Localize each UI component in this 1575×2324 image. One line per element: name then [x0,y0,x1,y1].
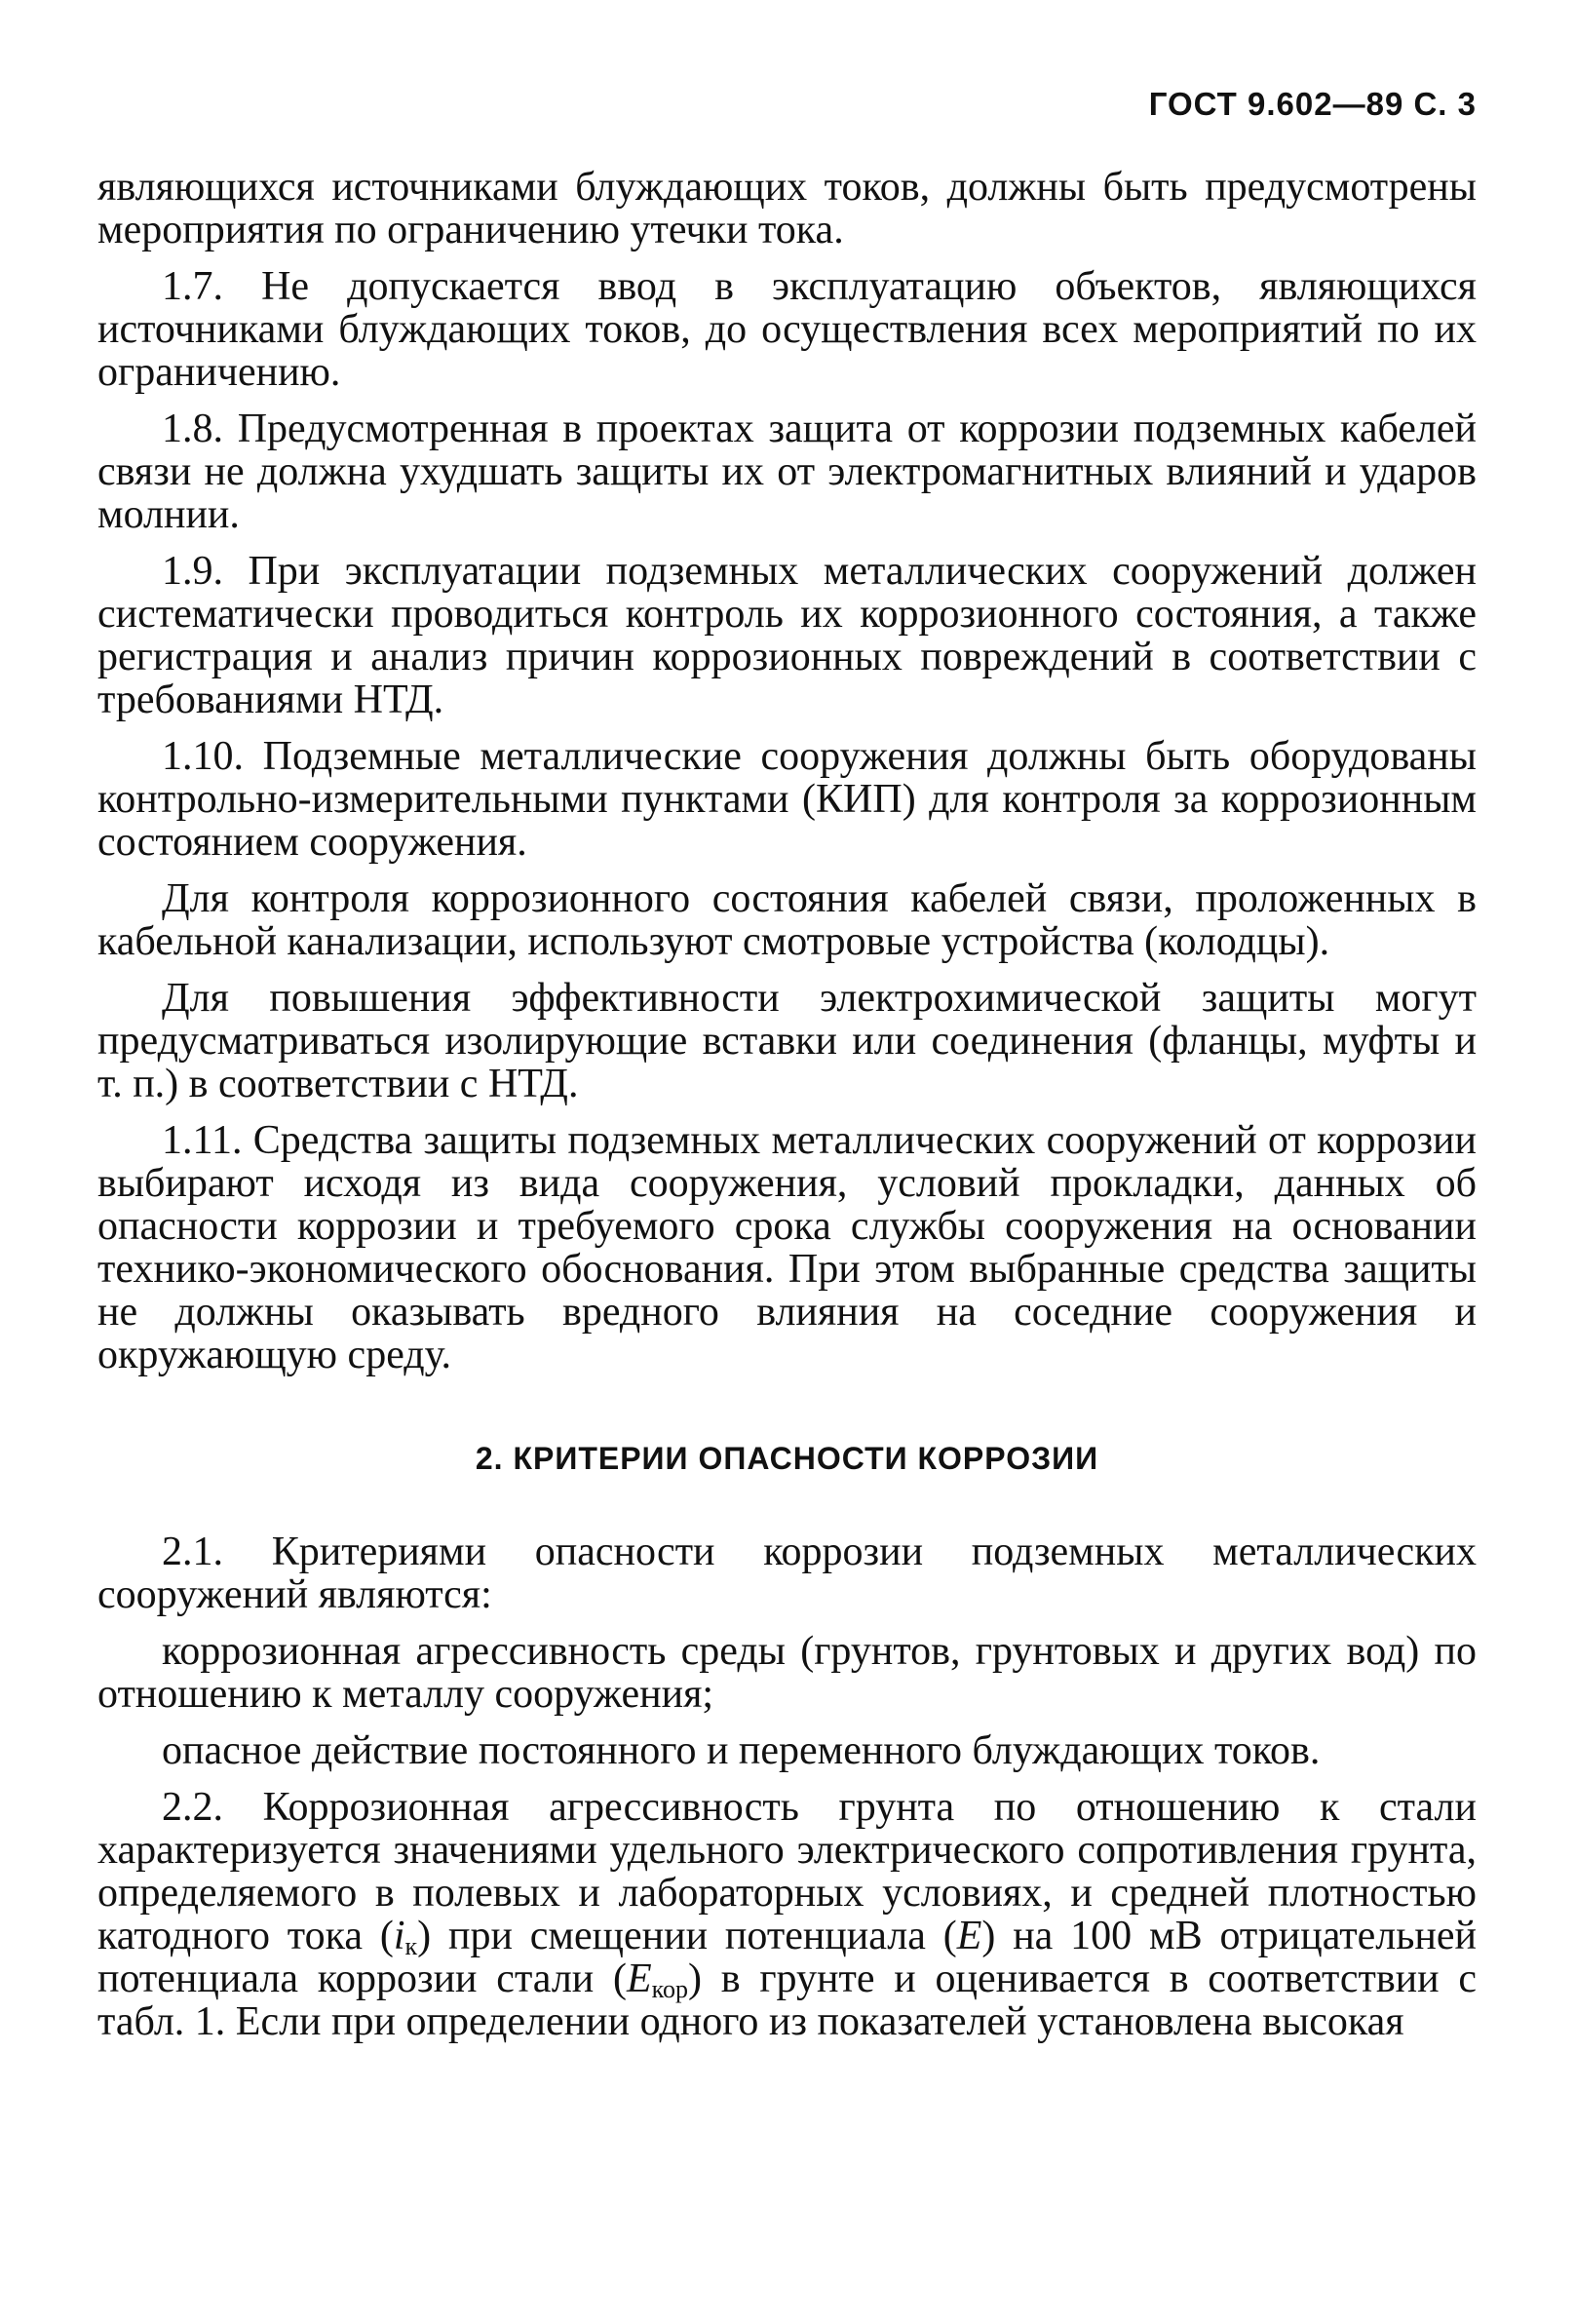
ekor-symbol: E [627,1956,652,2001]
paragraph-criterion-toki: опасное действие постоянного и переменного блуждающих токов. [162,1728,1321,1773]
p22-part3: ) на 100 мВ отрицательней потенциала коррозии стали ( [97,1914,1477,2001]
paragraph-1-9: 1.9. При эксплуатации подземных металлических сооружений должен систематически проводиться контроль их коррозионного состояния, а также регистрация и анализ причин коррозионных повреждений в соответствии с требованиями НТД. [97,549,1477,722]
e-symbol: E [956,1914,982,1958]
paragraph-izoliruyushchie: Для повышения эффективности электрохимической защиты могут предусматриваться изолирующие вставки или соединения (фланцы, муфты и т. п.) в соответствии с НТД. [97,976,1477,1106]
paragraph-1-11: 1.11. Средства защиты подземных металлических сооружений от коррозии выбирают исходя из вида сооружения, условий прокладки, данных об опасности коррозии и требуемого срока службы сооружения на основании технико-экономического обоснования. При этом выбранные средства защиты не должны оказывать вредного влияния на соседние сооружения и окружающую среду. [97,1118,1477,1377]
p22-part4: ) в грунте и оценивается в соответствии с табл. 1. Если при определении одного из показателей установлена высокая [97,1956,1478,2044]
paragraph-criterion-aggressivnost: коррозионная агрессивность среды (грунтов, грунтовых и других вод) по отношению к металлу сооружения; [97,1629,1477,1717]
ik-subscript: к [404,1932,418,1960]
section-title: 2. КРИТЕРИИ ОПАСНОСТИ КОРРОЗИИ [475,1441,1099,1476]
running-header: ГОСТ 9.602—89 С. 3 [1148,86,1477,122]
paragraph-1-7: 1.7. Не допускается ввод в эксплуатацию объектов, являющихся источниками блуждающих токов, до осуществления всех мероприятий по их ограничению. [97,264,1477,395]
paragraph-2-2 [97,1786,1477,2043]
p22-part1: 2.2. Коррозионная агрессивность грунта по отношению к стали характеризуется значениями удельного электрического сопротивления грунта, определяемого в полевых и лабораторных условиях, и средней плотностью катодного тока ( [97,1785,1477,1958]
paragraph-continuation: являющихся источниками блуждающих токов, должны быть предусмотрены мероприятия по ограничению утечки тока. [97,165,1477,252]
p22-part2: ) при смещении потенциала ( [417,1914,957,1958]
paragraph-1-8: 1.8. Предусмотренная в проектах защита от коррозии подземных кабелей связи не должна ухудшать защиты их от электромагнитных влияний и ударов молнии. [97,407,1477,537]
document-page [97,0,1477,2324]
paragraph-1-10: 1.10. Подземные металлические сооружения должны быть оборудованы контрольно-измерительными пунктами (КИП) для контроля за коррозионным состоянием сооружения. [97,734,1477,865]
document-body [97,166,1477,2057]
paragraph-2-1: 2.1. Критериями опасности коррозии подземных металлических сооружений являются: [97,1530,1477,1617]
ekor-subscript: кор [651,1975,688,2003]
ik-symbol: i [393,1914,405,1958]
paragraph-kabeli: Для контроля коррозионного состояния кабелей связи, проложенных в кабельной канализации, используют смотровые устройства (колодцы). [97,876,1477,964]
